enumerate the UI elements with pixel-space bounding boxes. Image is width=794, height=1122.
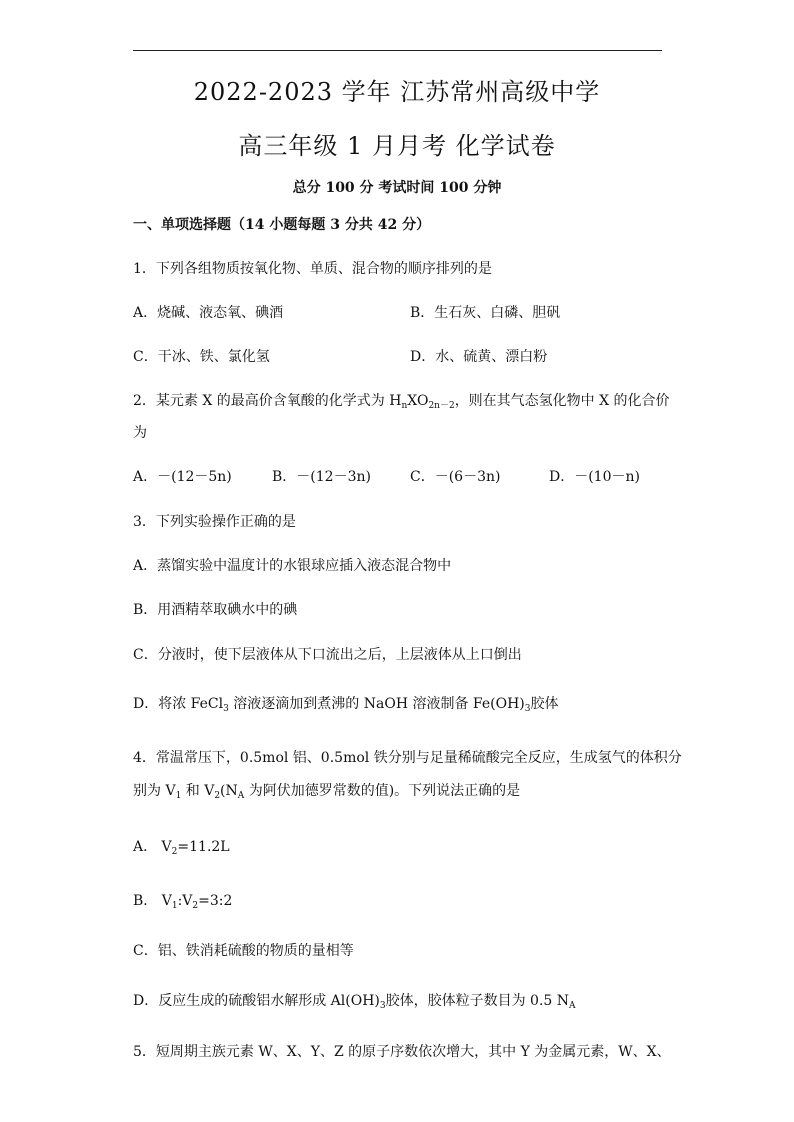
q4-d-a: D．反应生成的硫酸铝水解形成 Al(OH)	[133, 993, 380, 1009]
exam-subtitle: 总分 100 分 考试时间 100 分钟	[292, 180, 502, 196]
q4-a-sub2: 2	[171, 847, 178, 857]
q4-b-c: =3:2	[198, 893, 233, 909]
q4-d-sub3: 3	[379, 1001, 386, 1011]
q3-d-a: D．将浓 FeCl	[133, 696, 224, 712]
exam-title-line2: 高三年级 1 月月考 化学试卷	[238, 132, 556, 160]
q3-option-a: A．蒸馏实验中温度计的水银球应插入液态混合物中	[133, 558, 452, 574]
q2-stem-c: ，则在其气态氢化物中 X 的化合价	[454, 393, 670, 409]
q4-a-a: A． V	[133, 839, 172, 855]
q4-d-subA: A	[569, 1001, 576, 1011]
q2-stem-line2: 为	[133, 425, 147, 441]
q3-option-c: C．分液时，使下层液体从下口流出之后，上层液体从上口倒出	[133, 647, 522, 663]
q3-option-d	[133, 693, 559, 714]
q2-sub-2n2: 2n－2	[428, 401, 455, 411]
q4-l2-c: (N	[220, 783, 238, 799]
q1-option-b: B．生石灰、白磷、胆矾	[410, 305, 561, 321]
q4-l2-d: 为阿伏加德罗常数的值)。下列说法正确的是	[244, 783, 521, 799]
q2-stem	[133, 390, 670, 411]
q1-stem: 1．下列各组物质按氧化物、单质、混合物的顺序排列的是	[133, 261, 492, 277]
q3-d-b: 溶液逐滴加到煮沸的 NaOH 溶液制备 Fe(OH)	[228, 696, 525, 712]
header-rule	[133, 50, 662, 51]
q1-option-d: D．水、硫黄、漂白粉	[410, 349, 548, 365]
q2-sub-n: n	[401, 401, 408, 411]
q2-stem-b: XO	[407, 393, 429, 409]
q3-d-sub3: 3	[223, 704, 229, 714]
q4-stem-line1: 4．常温常压下，0.5mol 铝、0.5mol 铁分别与足量稀硫酸完全反应，生成氢气的体积分	[133, 750, 682, 766]
q1-option-c: C．干冰、铁、氯化氢	[133, 349, 270, 365]
q4-b-b: :V	[177, 893, 193, 909]
section-heading: 一、单项选择题（14 小题每题 3 分共 42 分）	[133, 217, 431, 233]
q5-stem: 5．短周期主族元素 W、X、Y、Z 的原子序数依次增大，其中 Y 为金属元素，W、X、	[133, 1044, 671, 1060]
q4-sub2: 2	[214, 791, 221, 801]
q4-option-c: C．铝、铁消耗硫酸的物质的量相等	[133, 943, 354, 959]
q4-b-a: B． V	[133, 893, 172, 909]
q3-option-b: B．用酒精萃取碘水中的碘	[133, 602, 298, 618]
q4-option-d	[133, 990, 576, 1011]
q4-d-b: 胶体，胶体粒子数目为 0.5 N	[385, 993, 570, 1009]
q4-option-b	[133, 890, 232, 911]
q4-a-b: =11.2L	[177, 839, 230, 855]
q4-stem-line2	[133, 780, 520, 801]
q4-subA: A	[237, 791, 245, 801]
q2-option-a: A．－(12－5n)	[133, 469, 232, 485]
exam-title-line1: 2022-2023 学年 江苏常州高级中学	[193, 78, 601, 106]
q4-l2-b: 和 V	[181, 783, 215, 799]
q3-d-sub3b: 3	[524, 704, 531, 714]
q4-l2-a: 别为 V	[133, 783, 176, 799]
q2-option-b: B．－(12－3n)	[272, 469, 371, 485]
q4-option-a	[133, 836, 230, 857]
q4-b-sub1: 1	[171, 901, 178, 911]
q3-d-c: 胶体	[530, 696, 559, 712]
q4-sub1: 1	[175, 791, 182, 801]
q2-option-c: C．－(6－3n)	[410, 469, 501, 485]
q1-option-a: A．烧碱、液态氧、碘酒	[133, 305, 284, 321]
q3-stem: 3．下列实验操作正确的是	[133, 514, 296, 530]
q2-option-d: D．－(10－n)	[549, 469, 640, 485]
q2-stem-a: 2．某元素 X 的最高价含氧酸的化学式为 H	[133, 393, 402, 409]
q4-b-sub2: 2	[192, 901, 199, 911]
